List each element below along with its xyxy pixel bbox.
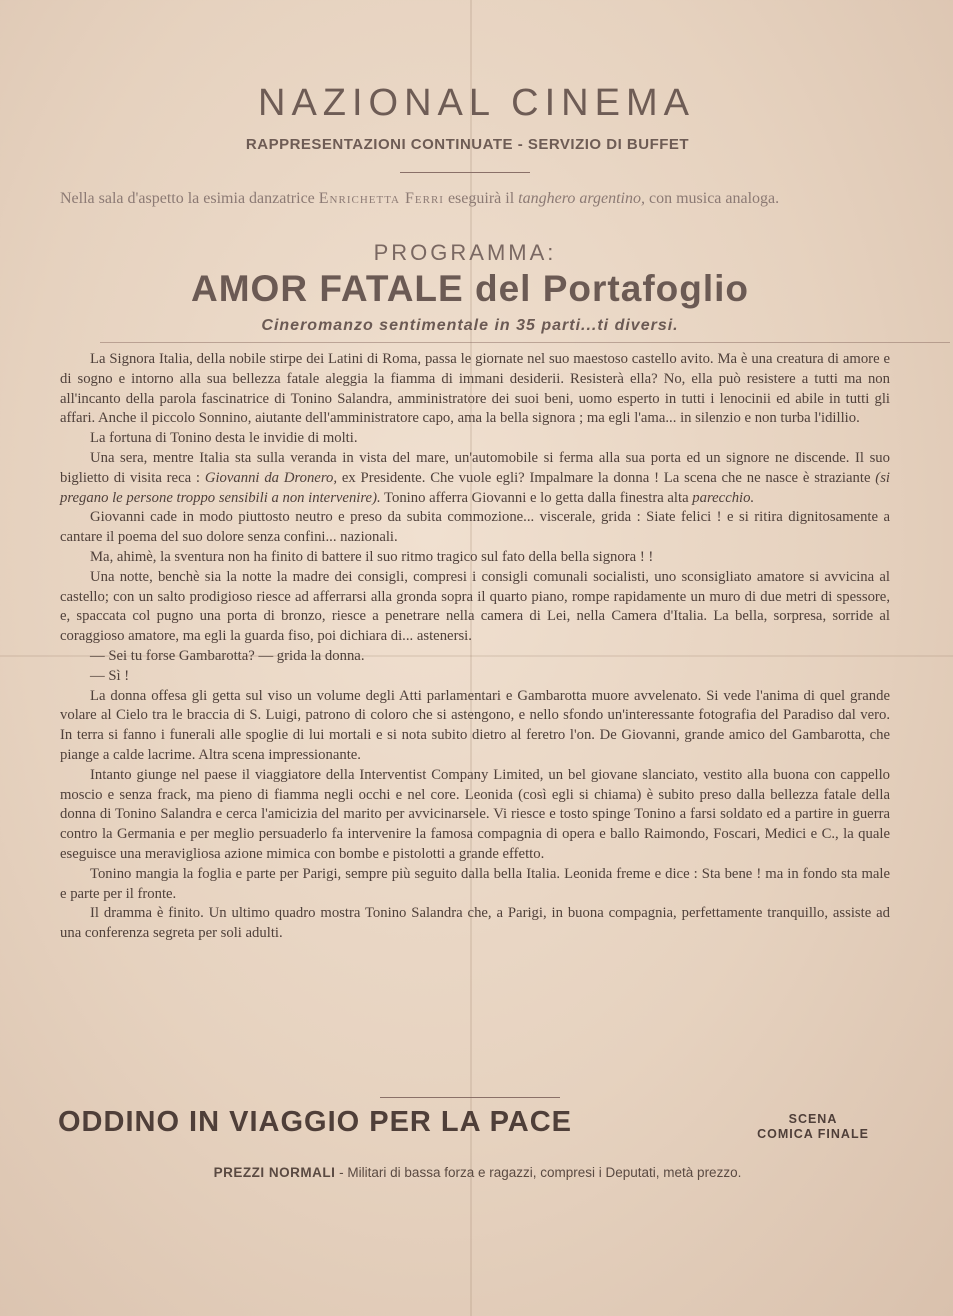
story-dialogue: — Sì ! [90,667,130,684]
story-text-span: Tonino afferra Giovanni e lo getta dalla finestra alta [380,489,693,506]
intro-announcement [60,190,890,208]
story-paragraph: Ma, ahimè, la sventura non ha finito di battere il suo ritmo tragico sul fato della bella signora ! ! [90,548,654,565]
story-paragraph: La fortuna di Tonino desta le invidie di molti. [90,430,358,447]
story-paragraph: Intanto giunge nel paese il viaggiatore della Interventist Company Limited, un bel giovane slanciato, vestito alla buona con cappello moscio e senza frack, ma pieno di fiamma negli occhi e nel core. Leonida (così egli si chiama) è subito preso dalla bellezza fatale della donna di Tonino Salandra e cerca l'amicizia del marito per avvicinarsele. Vi riesce e tosto spinge Tonino a farsi soldato ed a partire in guerra contro la Germania e per meglio persuaderlo fa intervenire la famosa compagnia di opera e ballo Raimondo, Foscari, Medici e C., la quale eseguisce una meravigliosa azione mimica con bombe e pistolotti a grande effetto. [60,766,890,862]
story-paragraph: La donna offesa gli getta sul viso un volume degli Atti parlamentari e Gambarotta muore avvelenato. Si vede l'anima di quel grande volare al Cielo tra le braccia di S. Luigi, patrono di coloro che si astengono, e nello sfondo un'interessante fotografia del Paradiso dal vero. In terra si fanno i funerali alle spoglie di lui mortali e si nota subito dietro al feretro l'on. De Giovanni, grande amico del Gambarotta, che piange a calde lacrime. Altra scena impressionante. [60,687,890,763]
story-paragraph: La Signora Italia, della nobile stirpe dei Latini di Roma, passa le giornate nel suo maestoso castello avito. Ma è una creatura di amore e di sogno e intorno alla sua bellezza fatale aleggia la fiamma di immani desiderii. Resisterà ella? No, ella può resistere a tutti ma non all'incanto della parola fascinatrice di Tonino Salandra, amministratore dei suoi beni, uomo esperto in tutti i lenocinii ed abile in tutti gli affari. Anche il piccolo Sonnino, aiutante dell'amministratore capo, ama la bella signora ; ma egli l'ama... in silenzio e non turba l'idillio. [60,351,890,427]
finale-side-line2: COMICA FINALE [757,1127,869,1141]
story-text-span: ex Presidente. Che vuole egli? Impalmare la donna ! La scena che ne nasce è straziante [337,469,876,486]
story-paragraph: Giovanni cade in modo piuttosto neutro e preso da subita commozione... viscerale, grida : Siate felici ! e si ritira dignitosamente a cantare il poema del suo dolore senza confini... nazionali. [60,509,890,546]
finale-divider [380,1097,560,1098]
poster-title: NAZIONAL CINEMA [258,82,695,124]
story-paragraph: Il dramma è finito. Un ultimo quadro mostra Tonino Salandra che, a Parigi, in buona compagnia, perfettamente tranquillo, assiste ad una conferenza segreta per soli adulti. [60,905,890,942]
finale-side-label [728,1112,898,1142]
intro-text-2: eseguirà il [443,190,519,207]
dance-name: tanghero argentino, [518,190,645,207]
dancer-name: Enrichetta Ferri [318,190,444,207]
story-dialogue: — Sei tu forse Gambarotta? — grida la donna. [90,647,365,664]
story-paragraph: Tonino mangia la foglia e parte per Parigi, sempre più seguito dalla bella Italia. Leonida freme e dice : Sta bene ! ma in fondo sta male e parte per il fronte. [60,865,890,902]
story-italic-span: (si pregano le persone troppo sensibili a non intervenire). [60,469,890,506]
story-italic-span: parecchio. [692,489,755,506]
story-paragraph [60,449,890,508]
programma-heading: PROGRAMMA: [373,240,557,265]
programma-divider [100,342,950,343]
story-text [60,350,890,944]
film-title-main: AMOR FATALE [191,268,464,309]
film-tagline: Cineromanzo sentimentale in 35 parti...ti diversi. [261,317,679,334]
film-title [0,268,940,310]
intro-text-1: Nella sala d'aspetto la esimia danzatrice [60,190,319,207]
prices-text: - Militari di bassa forza e ragazzi, compresi i Deputati, metà prezzo. [335,1165,742,1180]
header-divider [400,172,530,173]
story-italic-span: Giovanni da Dronero, [204,469,338,486]
finale-title: ODDINO IN VIAGGIO PER LA PACE [58,1106,572,1138]
story-paragraph: Una notte, benchè sia la notte la madre dei consigli, compresi i consigli comunali socialisti, uno sconsigliato amatore si avvicina al castello; con un salto prodigioso riesce ad afferrarsi alla gronda sopra il quarto piano, rompe rapidamente un muro di due metri di spessore, e, spaccata col pugno una porta di bronzo, riesce a penetrare nella camera di Lei, nella Camera d'Italia. La bella, sorpresa, sorride al coraggioso amatore, ma egli la guarda fiso, poi dichiara di... astenersi. [60,568,890,645]
prices-label: PREZZI NORMALI [213,1165,336,1180]
story-text-span: Una sera, mentre Italia sta sulla veranda in vista del mare, un'automobile si ferma alla sua porta ed un signore ne discende. Il suo biglietto di visita reca : [60,449,890,486]
finale-side-line1: SCENA [788,1112,838,1126]
prices-line [0,1165,953,1180]
intro-text-3: con musica analoga. [644,190,780,207]
poster-subtitle: RAPPRESENTAZIONI CONTINUATE - SERVIZIO DI BUFFET [245,136,690,153]
film-title-rest: del Portafoglio [463,268,749,309]
